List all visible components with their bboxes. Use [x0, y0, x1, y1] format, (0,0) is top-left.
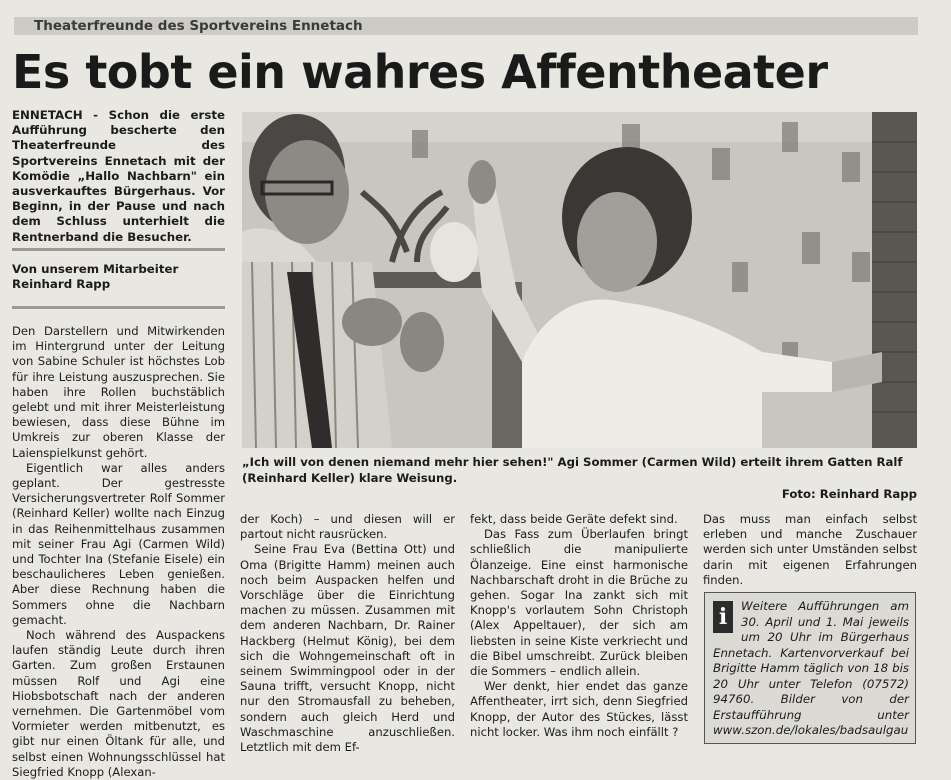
- article-lead: ENNETACH - Schon die erste Aufführung bescherte den Theaterfreunde des Sportvereins Ennetach mit der Komödie „Hallo Nachbarn" ein ausverkauftes Bürgerhaus. Vor Beginn, in der Pause und nach dem Schluss unterhielt die Rentnerband die Besucher.: [12, 108, 225, 244]
- paragraph: Das Fass zum Überlaufen bringt schließlich die manipulierte Ölanzeige. Eine einst harmonische Nachbarschaft droht in die Brüche zu gehen. Sogar Ina zankt sich mit Knopp's vorlautem Sohn Christoph (Alex Appeltauer), der sich am liebsten in seine Kiste verkriecht und die Bibel umschreibt. Zurück bleiben die Sommers – endlich allein.: [470, 527, 688, 679]
- article-column-1: [12, 324, 225, 780]
- photo-illustration: [242, 112, 917, 448]
- paragraph: Seine Frau Eva (Bettina Ott) und Oma (Brigitte Hamm) meinen auch noch beim Auspacken helfen und Vorschläge über die Einrichtung machen zu müssen. Zusammen mit dem anderen Nachbarn, Dr. Rainer Hackberg (Helmut König), bei dem sich die Wohngemeinschaft oft in seinem Swimmingpool oder in der Sauna trifft, versucht Knopp, nicht nur den Stromausfall zu beheben, sondern auch gleich Herd und Waschmaschine anzuschließen. Letztlich mit dem Ef-: [240, 542, 455, 755]
- paragraph: der Koch) – und diesen will er partout nicht rausrücken.: [240, 512, 455, 542]
- article-column-3: [470, 512, 688, 740]
- divider-rule: [12, 248, 225, 251]
- paragraph: Den Darstellern und Mitwirkenden im Hintergrund unter der Leitung von Sabine Schuler ist höchstes Lob für ihre Leistung auszusprechen. Sie haben ihre Rollen buchstäblich gelebt und mit ihrer Meisterleistung bewiesen, dass diese Bühne im Umkreis zur oberen Klasse der Laienspielkunst gehört.: [12, 324, 225, 460]
- paragraph: Das muss man einfach selbst erleben und manche Zuschauer werden sich unter Umständen selbst darin mit eigenen Erfahrungen finden.: [703, 512, 917, 587]
- paragraph: fekt, dass beide Geräte defekt sind.: [470, 512, 678, 526]
- photo-caption: [242, 454, 917, 502]
- paragraph: Wer denkt, hier endet das ganze Affentheater, irrt sich, denn Siegfried Knopp, der Autor des Stückes, lässt nicht locker. Was ihm noch einfällt ?: [470, 679, 688, 739]
- paragraph: Noch während des Auspackens laufen ständig Leute durch ihren Garten. Zum großen Erstaunen müssen Rolf und Agi eine Hiobsbotschaft nach der anderen vernehmen. Die Gartenmöbel vom Vormieter werden mitbenutzt, es gibt nur einen Öltank für alle, und selbst einen Wohnungsschlüssel hat Siegfried Knopp (Alexan-: [12, 628, 225, 779]
- info-box: [704, 592, 916, 744]
- byline-intro: Von unserem Mitarbeiter: [12, 262, 179, 276]
- info-text: Weitere Aufführungen am 30. April und 1. Mai jeweils um 20 Uhr im Bürgerhaus Ennetach. Kartenvorverkauf bei Brigitte Hamm täglich von 18 bis 20 Uhr unter Telefon (07572) 94760. Bilder von der Erstaufführung unter www.szon.de/lokales/badsaulgau: [713, 599, 909, 737]
- article-column-2: [240, 512, 455, 755]
- byline: [12, 262, 225, 293]
- article-kicker: Theaterfreunde des Sportvereins Ennetach: [34, 18, 363, 34]
- article-photo: [242, 112, 917, 448]
- caption-text: „Ich will von denen niemand mehr hier sehen!" Agi Sommer (Carmen Wild) erteilt ihrem Gatten Ralf (Reinhard Keller) klare Weisung.: [242, 455, 903, 485]
- byline-author: Reinhard Rapp: [12, 277, 111, 292]
- divider-rule: [12, 306, 225, 309]
- article-headline: Es tobt ein wahres Affentheater: [12, 45, 828, 99]
- paragraph: Eigentlich war alles anders geplant. Der gestresste Versicherungsvertreter Rolf Sommer (Reinhard Keller) wollte nach Einzug in das Reihenmittelhaus zusammen mit seiner Frau Agi (Carmen Wild) und Tochter Ina (Stefanie Eisele) ein beschaulicheres Leben genießen. Aber diese Rechnung haben die Sommers ohne die Nachbarn gemacht.: [12, 460, 225, 627]
- photo-credit: Foto: Reinhard Rapp: [781, 487, 917, 501]
- info-icon: i: [713, 601, 733, 633]
- article-column-4: [703, 512, 917, 588]
